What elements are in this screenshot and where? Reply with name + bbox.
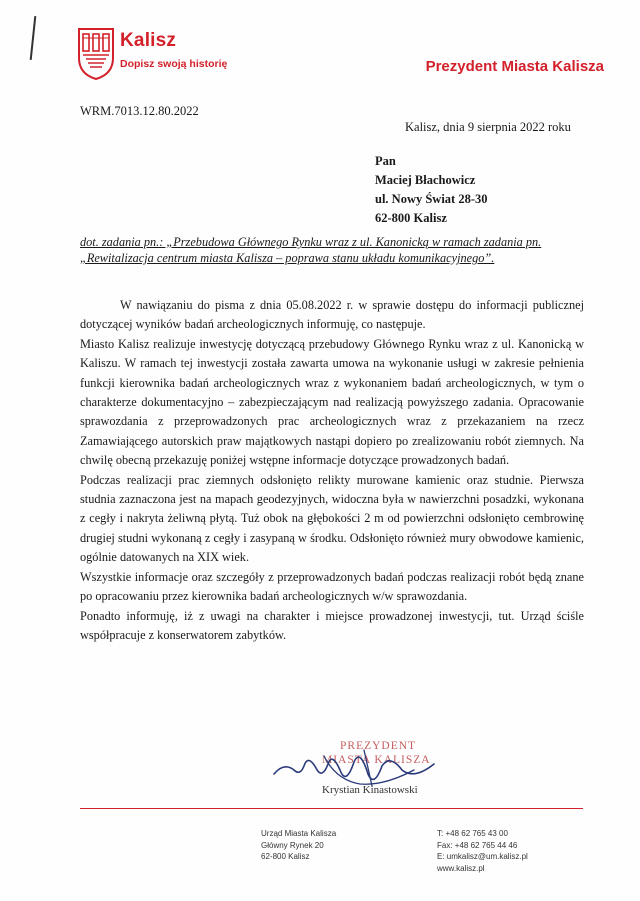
addressee-line: Pan [375,154,396,168]
addressee-line: Maciej Błachowicz [375,173,476,187]
body-paragraph: Miasto Kalisz realizuje inwestycję dotyczącą przebudowy Głównego Rynku wraz z ul. Kanonicką w Kaliszu. W ramach tej inwestycji została zawarta umowa na wykonanie usługi w zakresie pełnienia funkcji kierownika badań archeologicznych wraz z wykonaniem badań archeologicznych, w tym o charakterze dokumentacyjno – zabezpieczającym nad realizacją powyższego zadania. Opracowanie sprawozdania z przeprowadzonych prac archeologicznych wraz z przekazaniem na rzecz Zamawiającego autorskich praw majątkowych nastąpi dopiero po zrealizowaniu robót ziemnych. Na chwilę obecną przekazuję poniżej wstępne informacje dotyczące prowadzonych badań. [80,336,584,468]
subject-line: dot. zadania pn.: „Przebudowa Głównego Rynku wraz z ul. Kanonicką w ramach zadania pn. [80,235,542,249]
city-emblem-icon [78,28,114,80]
date-line: Kalisz, dnia 9 sierpnia 2022 roku [405,120,571,134]
city-logo [78,28,248,82]
footer-address-line: 62-800 Kalisz [261,852,310,861]
reference-number: WRM.7013.12.80.2022 [80,104,199,118]
logo-name: Kalisz [120,30,177,51]
footer-contact [437,828,528,874]
handwritten-signature-icon [264,740,454,806]
office-title: Prezydent Miasta Kalisza [425,58,604,75]
footer-website: www.kalisz.pl [437,863,485,873]
stamp-subtitle: MIASTA KALISZA [322,754,431,766]
footer-address-line: Główny Rynek 20 [261,840,324,850]
footer-phone: T: +48 62 765 43 00 [437,829,508,838]
signature-block [264,740,454,806]
letter-body [80,296,584,645]
subject-line: „Rewitalizacja centrum miasta Kalisza – poprawa stanu układu komunikacyjnego”. [80,251,495,265]
subject-block [80,234,610,266]
footer-address-line: Urząd Miasta Kalisza [261,829,337,838]
signatory-name: Krystian Kinastowski [322,784,418,796]
body-paragraph: Wszystkie informacje oraz szczegóły z przeprowadzonych badań podczas realizacji robót będą znane po opracowaniu przez kierownika badań archeologicznych w/w sprawozdania. [80,569,584,604]
addressee-block [375,152,488,228]
stamp-title: PREZYDENT [340,740,417,752]
body-paragraph: Podczas realizacji prac ziemnych odsłonięto relikty murowane kamienic oraz studnie. Pierwsza studnia zaznaczona jest na mapach geodezyjnych, widoczna była w nawierzchni posadzki, wykonana z cegły i nakryta żeliwną płytą. Tuż obok na głębokości 2 m od powierzchni odsłonięto cembrowinę drugiej studni wykonaną z cegły i zasypaną w środku. Odsłonięto również mury obwodowe kamienic, ogólnie datowanych na XIX wiek. [80,472,584,565]
footer-address [261,828,336,863]
body-paragraph: Ponadto informuję, iż z uwagi na charakter i miejsce prowadzonej inwestycji, tut. Urząd ściśle współpracuje z konserwatorem zabytków. [80,608,584,642]
footer-fax: Fax: +48 62 765 44 46 [437,840,518,850]
addressee-line: 62-800 Kalisz [375,211,447,225]
scan-mark [30,16,37,60]
footer-email: E: umkalisz@um.kalisz.pl [437,852,528,861]
footer-divider [80,808,583,809]
body-paragraph: W nawiązaniu do pisma z dnia 05.08.2022 r. w sprawie dostępu do informacji publicznej dotyczącej wyników badań archeologicznych informuję, co następuje. [80,298,584,332]
logo-tagline: Dopisz swoją historię [120,58,228,70]
addressee-line: ul. Nowy Świat 28-30 [375,192,488,206]
